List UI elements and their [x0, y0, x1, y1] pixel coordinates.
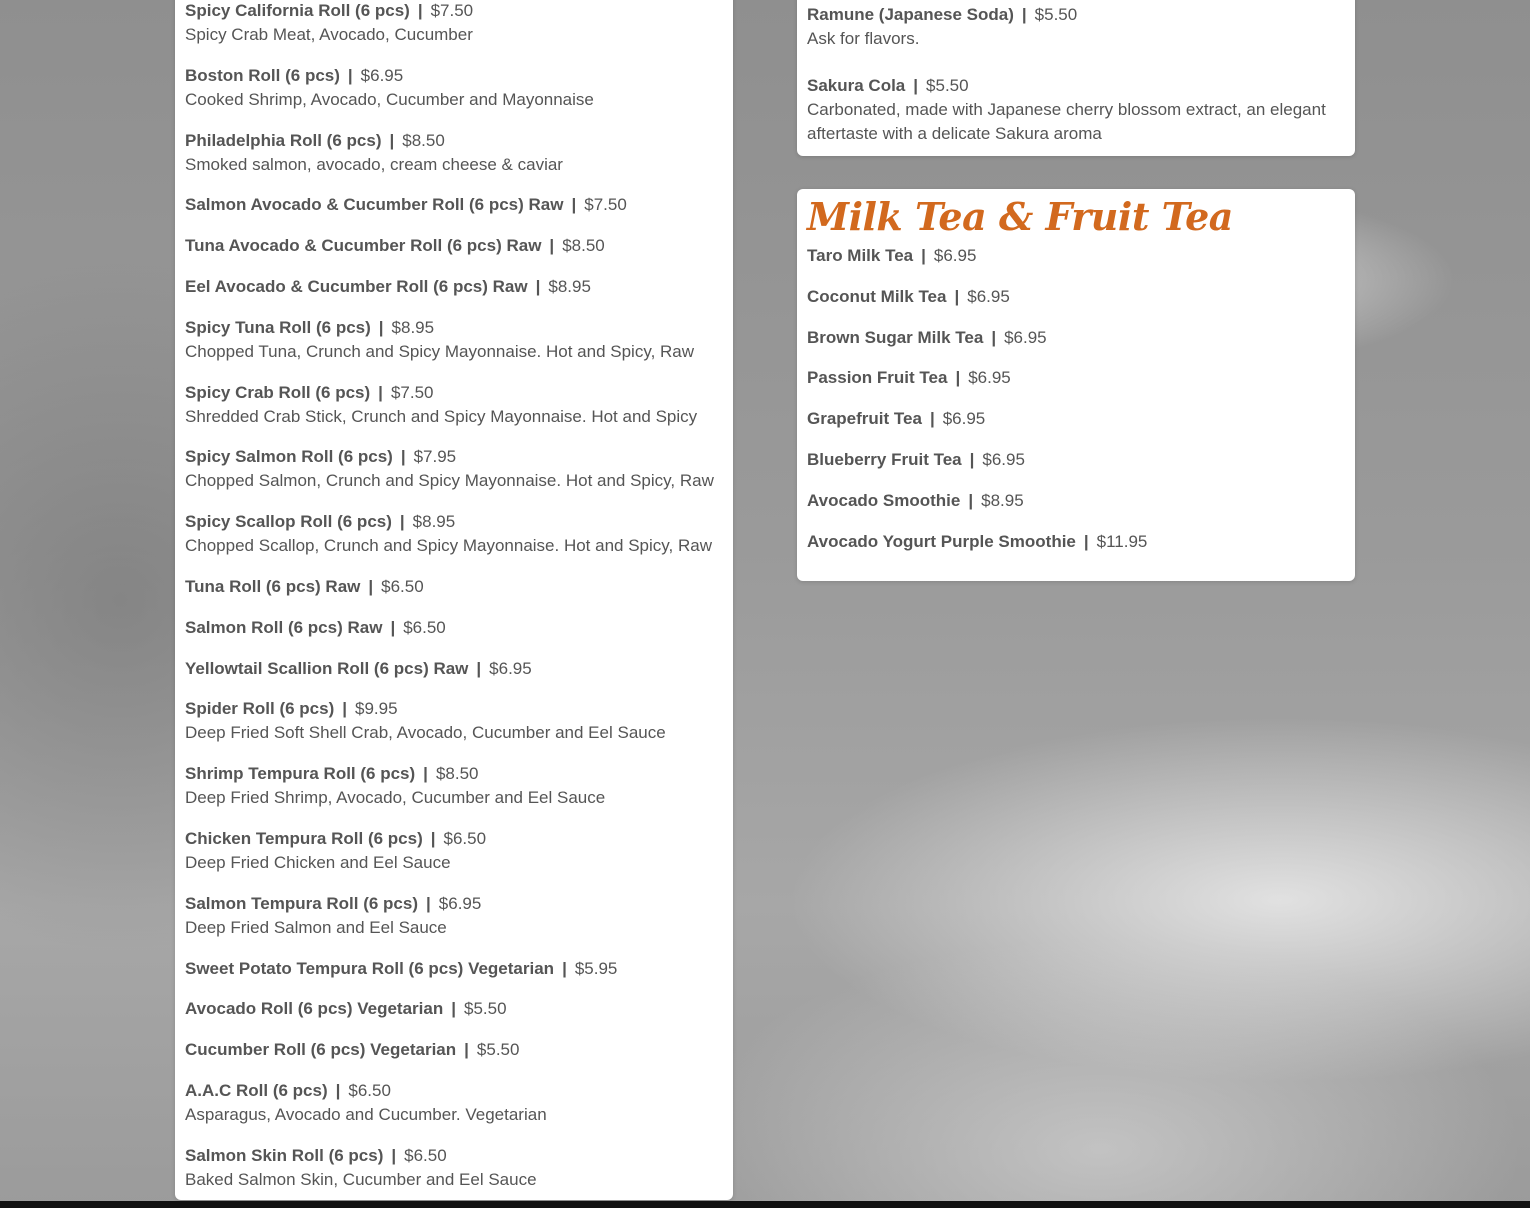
menu-item-blueberry-fruit-tea: [807, 448, 1025, 472]
item-description: Shredded Crab Stick, Crunch and Spicy Mayonnaise. Hot and Spicy: [185, 406, 698, 426]
item-price: $6.50: [404, 1145, 447, 1165]
menu-item-salmon-skin-roll-6-pcs: [185, 1144, 537, 1192]
item-separator: |: [390, 617, 396, 637]
item-separator: |: [426, 893, 431, 913]
menu-item-sweet-potato-tempura-roll-6-pcs-vegetarian: [185, 957, 617, 981]
item-name: Philadelphia Roll (6 pcs): [185, 130, 382, 150]
item-description: Ask for flavors.: [807, 29, 920, 48]
item-price: $6.95: [438, 893, 482, 913]
item-separator: |: [347, 65, 353, 85]
bottom-bar: [0, 1201, 1530, 1208]
menu-item-spicy-scallop-roll-6-pcs: [185, 510, 712, 558]
item-description: Chopped Tuna, Crunch and Spicy Mayonnaise. Hot and Spicy, Raw: [185, 341, 695, 361]
item-name: Taro Milk Tea: [807, 246, 914, 265]
item-price: $8.95: [548, 277, 591, 296]
menu-item-spider-roll-6-pcs: [185, 697, 666, 745]
item-price: $6.95: [968, 368, 1011, 388]
item-price: $7.50: [430, 1, 474, 20]
item-separator: |: [571, 195, 577, 215]
item-separator: |: [342, 699, 348, 719]
drinks-panel: [797, 0, 1355, 156]
menu-item-a-a-c-roll-6-pcs: [185, 1079, 547, 1127]
item-description: Chopped Salmon, Crunch and Spicy Mayonnaise. Hot and Spicy, Raw: [185, 471, 714, 491]
item-description: Deep Fried Salmon and Eel Sauce: [185, 917, 447, 937]
menu-item-ramune-japanese-soda: [807, 3, 1077, 51]
item-description: Deep Fried Shrimp, Avocado, Cucumber and Eel Sauce: [185, 788, 606, 808]
sushi-rolls-panel: [175, 0, 733, 1200]
item-separator: |: [968, 490, 974, 510]
item-name: Avocado Yogurt Purple Smoothie: [807, 531, 1076, 551]
item-price: $6.50: [381, 577, 424, 596]
item-price: $9.95: [355, 699, 398, 719]
item-name: Eel Avocado & Cucumber Roll (6 pcs) Raw: [185, 277, 528, 296]
menu-item-boston-roll-6-pcs: [185, 64, 594, 112]
item-name: Spicy Crab Roll (6 pcs): [185, 382, 371, 402]
item-name: Boston Roll (6 pcs): [185, 65, 340, 85]
item-name: Brown Sugar Milk Tea: [807, 327, 984, 347]
item-description: Asparagus, Avocado and Cucumber. Vegetarian: [185, 1105, 547, 1124]
item-name: Salmon Skin Roll (6 pcs): [185, 1145, 384, 1165]
item-name: Salmon Avocado & Cucumber Roll (6 pcs) Raw: [185, 195, 564, 215]
item-separator: |: [399, 512, 405, 532]
menu-item-avocado-smoothie: [807, 489, 1024, 513]
item-name: Avocado Smoothie: [807, 490, 961, 510]
menu-item-cucumber-roll-6-pcs-vegetarian: [185, 1038, 519, 1062]
item-price: $8.95: [391, 317, 435, 337]
menu-item-sakura-cola: [807, 74, 1337, 146]
item-separator: |: [991, 327, 997, 347]
item-name: Sakura Cola: [807, 76, 906, 95]
item-separator: |: [954, 286, 960, 306]
item-name: Spicy Tuna Roll (6 pcs): [185, 317, 371, 337]
menu-item-tuna-avocado-cucumber-roll-6-pcs-raw: [185, 234, 605, 258]
milk-tea-panel: [797, 189, 1355, 581]
item-description: Deep Fried Soft Shell Crab, Avocado, Cucumber and Eel Sauce: [185, 723, 666, 743]
item-description: Baked Salmon Skin, Cucumber and Eel Sauce: [185, 1169, 537, 1189]
item-description: Carbonated, made with Japanese cherry blossom extract, an elegant aftertaste with a delicate Sakura aroma: [807, 100, 1326, 143]
menu-item-spicy-crab-roll-6-pcs: [185, 381, 697, 429]
item-separator: |: [921, 246, 926, 265]
menu-item-passion-fruit-tea: [807, 366, 1011, 390]
item-price: $6.95: [967, 286, 1010, 306]
item-price: $7.50: [390, 382, 434, 402]
item-name: Sweet Potato Tempura Roll (6 pcs) Vegetarian: [185, 958, 555, 978]
item-separator: |: [368, 577, 374, 596]
item-name: Cucumber Roll (6 pcs) Vegetarian: [185, 1040, 457, 1060]
item-description: Spicy Crab Meat, Avocado, Cucumber: [185, 25, 473, 44]
item-price: $5.50: [1034, 5, 1078, 24]
item-price: $5.95: [574, 958, 618, 978]
item-separator: |: [391, 1145, 397, 1165]
item-price: $6.95: [982, 450, 1025, 469]
item-price: $6.50: [403, 617, 446, 637]
menu-item-eel-avocado-cucumber-roll-6-pcs-raw: [185, 275, 591, 299]
item-name: Chicken Tempura Roll (6 pcs): [185, 829, 423, 848]
item-name: A.A.C Roll (6 pcs): [185, 1081, 328, 1100]
item-separator: |: [378, 382, 383, 402]
menu-item-avocado-roll-6-pcs-vegetarian: [185, 997, 507, 1021]
menu-item-taro-milk-tea: [807, 244, 976, 268]
item-price: $8.95: [981, 490, 1024, 510]
item-name: Spicy Scallop Roll (6 pcs): [185, 512, 392, 532]
item-separator: |: [955, 368, 961, 388]
item-price: $6.95: [942, 409, 986, 429]
item-price: $11.95: [1096, 531, 1148, 551]
menu-item-yellowtail-scallion-roll-6-pcs-raw: [185, 657, 532, 681]
item-description: Cooked Shrimp, Avocado, Cucumber and Mayonnaise: [185, 89, 594, 109]
item-price: $8.50: [562, 236, 605, 256]
item-price: $5.50: [476, 1040, 520, 1060]
item-separator: |: [451, 999, 456, 1019]
item-name: Coconut Milk Tea: [807, 286, 947, 306]
item-price: $8.50: [435, 764, 479, 784]
item-separator: |: [1083, 531, 1089, 551]
item-separator: |: [549, 236, 555, 256]
item-name: Blueberry Fruit Tea: [807, 450, 962, 469]
item-separator: |: [400, 447, 406, 467]
menu-item-chicken-tempura-roll-6-pcs: [185, 827, 486, 875]
item-name: Tuna Roll (6 pcs) Raw: [185, 577, 361, 596]
item-separator: |: [562, 958, 567, 978]
menu-item-shrimp-tempura-roll-6-pcs: [185, 762, 605, 810]
item-price: $6.50: [443, 829, 487, 848]
menu-item-spicy-california-roll-6-pcs: [185, 0, 473, 47]
item-separator: |: [335, 1081, 341, 1100]
item-separator: |: [913, 76, 919, 95]
menu-item-tuna-roll-6-pcs-raw: [185, 575, 424, 599]
item-price: $6.95: [933, 246, 977, 265]
item-name: Spicy California Roll (6 pcs): [185, 1, 410, 20]
menu-item-salmon-roll-6-pcs-raw: [185, 616, 446, 640]
item-price: $6.50: [348, 1081, 391, 1100]
menu-item-spicy-tuna-roll-6-pcs: [185, 316, 694, 364]
item-price: $6.95: [1004, 327, 1047, 347]
item-description: Chopped Scallop, Crunch and Spicy Mayonnaise. Hot and Spicy, Raw: [185, 536, 712, 556]
item-name: Spider Roll (6 pcs): [185, 699, 335, 719]
item-price: $5.50: [926, 76, 969, 95]
item-description: Deep Fried Chicken and Eel Sauce: [185, 853, 451, 872]
section-title-milk-tea: Milk Tea & Fruit Tea: [807, 194, 1233, 239]
item-name: Ramune (Japanese Soda): [807, 5, 1014, 24]
item-separator: |: [464, 1040, 469, 1060]
item-separator: |: [417, 1, 423, 20]
item-separator: |: [389, 130, 395, 150]
item-separator: |: [476, 658, 482, 678]
item-name: Salmon Roll (6 pcs) Raw: [185, 617, 383, 637]
menu-item-spicy-salmon-roll-6-pcs: [185, 445, 714, 493]
menu-item-philadelphia-roll-6-pcs: [185, 129, 563, 177]
item-name: Spicy Salmon Roll (6 pcs): [185, 447, 393, 467]
item-description: Smoked salmon, avocado, cream cheese & caviar: [185, 154, 563, 174]
menu-item-coconut-milk-tea: [807, 285, 1010, 309]
item-separator: |: [535, 277, 541, 296]
menu-item-salmon-avocado-cucumber-roll-6-pcs-raw: [185, 193, 627, 217]
item-separator: |: [378, 317, 384, 337]
item-price: $7.95: [413, 447, 457, 467]
menu-item-avocado-yogurt-purple-smoothie: [807, 530, 1147, 554]
item-price: $7.50: [584, 195, 627, 215]
item-separator: |: [423, 764, 428, 784]
menu-item-salmon-tempura-roll-6-pcs: [185, 892, 481, 940]
item-name: Grapefruit Tea: [807, 409, 922, 429]
item-separator: |: [430, 829, 436, 848]
item-name: Tuna Avocado & Cucumber Roll (6 pcs) Raw: [185, 236, 542, 256]
item-name: Avocado Roll (6 pcs) Vegetarian: [185, 999, 444, 1019]
item-separator: |: [969, 450, 975, 469]
item-name: Shrimp Tempura Roll (6 pcs): [185, 764, 416, 784]
item-separator: |: [929, 409, 935, 429]
item-name: Passion Fruit Tea: [807, 368, 948, 388]
item-name: Salmon Tempura Roll (6 pcs): [185, 893, 419, 913]
item-price: $6.95: [360, 65, 404, 85]
item-name: Yellowtail Scallion Roll (6 pcs) Raw: [185, 658, 469, 678]
menu-item-grapefruit-tea: [807, 407, 985, 431]
item-price: $8.95: [412, 512, 456, 532]
item-price: $6.95: [489, 658, 532, 678]
item-price: $5.50: [464, 999, 507, 1019]
menu-item-brown-sugar-milk-tea: [807, 326, 1047, 350]
item-separator: |: [1021, 5, 1027, 24]
item-price: $8.50: [402, 130, 445, 150]
